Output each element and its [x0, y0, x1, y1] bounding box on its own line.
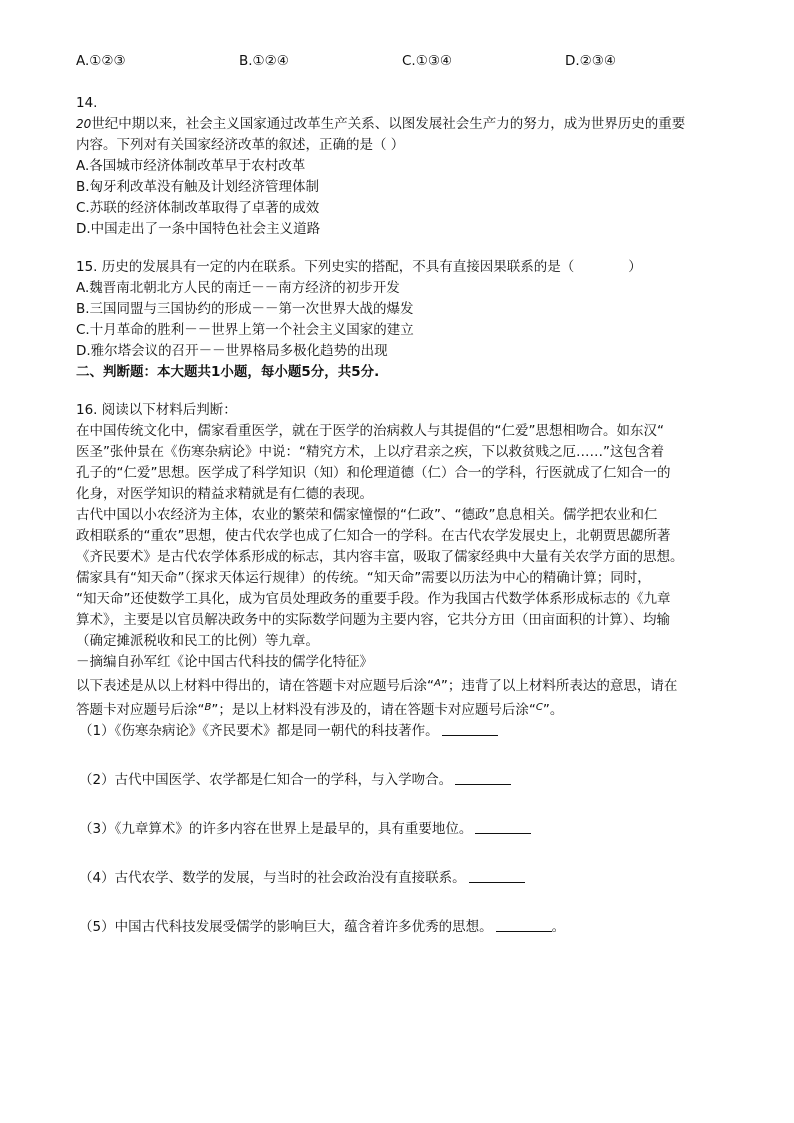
q16-item-text: （1）《伤寒杂病论》《齐民要术》都是同一朝代的科技著作。: [79, 723, 439, 739]
q16-item-text: （5）中国古代科技发展受儒学的影响巨大，蕴含着许多优秀的思想。: [79, 919, 493, 935]
q16-source: －摘编自孙军红《论中国古代科技的儒学化特征》: [76, 654, 373, 670]
q14-stem-line2: 内容。下列对有关国家经济改革的叙述，正确的是（ ）: [76, 137, 405, 153]
section-2-heading: 二、判断题：本大题共1小题，每小题5分，共5分.: [76, 364, 380, 380]
q16-instr-text: ”。: [542, 702, 564, 718]
q15-option-a: A.魏晋南北朝北方人民的南迁－－南方经济的初步开发: [76, 280, 400, 296]
q16-instr-text: ”；违背了以上材料所表达的意思，请在: [440, 678, 678, 694]
q13-options: [76, 51, 726, 73]
answer-blank[interactable]: [442, 723, 498, 736]
question-14: [76, 93, 726, 240]
q16-instr-text: 答题卡对应题号后涂“: [76, 702, 205, 718]
q16-para-line: 儒家具有“知天命”（探求天体运行规律）的传统。“知天命”需要以历法为中心的精确计算；同时，: [76, 570, 651, 586]
q16-para-line: “知天命”还使数学工具化，成为官员处理政务的重要手段。作为我国古代数学体系形成标志的《九章: [76, 591, 671, 607]
answer-blank[interactable]: [455, 772, 511, 785]
q15-stem: [76, 257, 726, 278]
q16-item-text: （2）古代中国医学、农学都是仁知合一的学科，与入学吻合。: [79, 772, 453, 788]
q14-stem-num: 20: [76, 117, 92, 131]
q16-para-line: 算术》，主要是以官员解决政务中的实际数学问题为主要内容，它共分方田（田亩面积的计算）、均输: [76, 612, 670, 628]
q16-para-line: 孔子的“仁爱”思想。医学成了科学知识（知）和伦理道德（仁）合一的学科，行医就成了仁知合一的: [76, 465, 671, 481]
q16-para-line: 化身，对医学知识的精益求精就是有仁德的表现。: [76, 486, 373, 502]
q16-item-text: （3）《九章算术》的许多内容在世界上是最早的，具有重要地位。: [79, 821, 473, 837]
question-16: [76, 400, 726, 938]
q16-item-5-tail: 。: [551, 919, 566, 935]
q16-instr-text: ”；是以上材料没有涉及的，请在答题卡对应题号后涂“: [211, 702, 536, 718]
q15-option-d: D.雅尔塔会议的召开－－世界格局多极化趋势的出现: [76, 343, 388, 359]
mark-b: B: [204, 702, 212, 713]
mark-c: C: [535, 702, 543, 713]
q15-option-b: B.三国同盟与三国协约的形成－－第一次世界大战的爆发: [76, 301, 414, 317]
answer-blank[interactable]: [475, 821, 531, 834]
q13-option-a: A.①②③: [76, 53, 126, 69]
question-15: [76, 257, 726, 362]
q14-option-c: C.苏联的经济体制改革取得了卓著的成效: [76, 200, 320, 216]
q14-option-d: D.中国走出了一条中国特色社会主义道路: [76, 221, 321, 237]
q16-item-5: [76, 917, 726, 938]
mark-a: A: [434, 678, 441, 689]
q16-item-text: （4）古代农学、数学的发展，与当时的社会政治没有直接联系。: [79, 870, 466, 886]
q16-instr-text: 以下表述是从以上材料中得出的，请在答题卡对应题号后涂“: [76, 678, 434, 694]
q14-option-a: A.各国城市经济体制改革早于农村改革: [76, 158, 306, 174]
exam-page: [76, 51, 726, 938]
q13-option-d: D.②③④: [565, 53, 616, 69]
q16-para-line: 政相联系的“重农”思想，使古代农学也成了仁知合一的学科。在古代农学发展史上，北朝贾思勰所著: [76, 528, 671, 544]
q16-item-4: [76, 868, 726, 889]
q13-option-b: B.①②④: [239, 53, 289, 69]
q16-para-line: （确定摊派税收和民工的比例）等九章。: [76, 633, 319, 649]
q16-para-line: 医圣”张仲景在《伤寒杂病论》中说：“精究方术，上以疗君亲之疾，下以救贫贱之厄……”这包含着: [76, 444, 664, 460]
q14-number: 14.: [76, 95, 98, 111]
q15-option-c: C.十月革命的胜利－－世界上第一个社会主义国家的建立: [76, 322, 414, 338]
q16-item-3: [76, 819, 726, 840]
q16-instruction-line1: [76, 673, 726, 697]
q14-stem-text: 世纪中期以来，社会主义国家通过改革生产关系、以图发展社会生产力的努力，成为世界历史的重要: [91, 116, 686, 132]
q13-option-c: C.①③④: [402, 53, 453, 69]
q15-stem-close: ）: [628, 259, 642, 275]
q15-stem-text: 15. 历史的发展具有一定的内在联系。下列史实的搭配，不具有直接因果联系的是（: [76, 259, 575, 275]
q16-instruction-line2: [76, 697, 726, 721]
answer-blank[interactable]: [469, 870, 525, 883]
q16-para-line: 在中国传统文化中，儒家看重医学，就在于医学的治病救人与其提倡的“仁爱”思想相吻合。如东汉“: [76, 423, 664, 439]
q16-para-line: 《齐民要术》是古代农学体系形成的标志，其内容丰富，吸取了儒家经典中大量有关农学方面的思想。: [76, 549, 684, 565]
q16-item-2: [76, 770, 726, 791]
q16-item-1: [76, 721, 726, 742]
q16-para-line: 古代中国以小农经济为主体，农业的繁荣和儒家憧憬的“仁政”、“德政”息息相关。儒学把农业和仁: [76, 507, 658, 523]
q14-stem-line1: [76, 114, 726, 135]
answer-blank[interactable]: [496, 919, 552, 932]
q16-intro: 16. 阅读以下材料后判断：: [76, 402, 237, 418]
q14-option-b: B.匈牙利改革没有触及计划经济管理体制: [76, 179, 320, 195]
